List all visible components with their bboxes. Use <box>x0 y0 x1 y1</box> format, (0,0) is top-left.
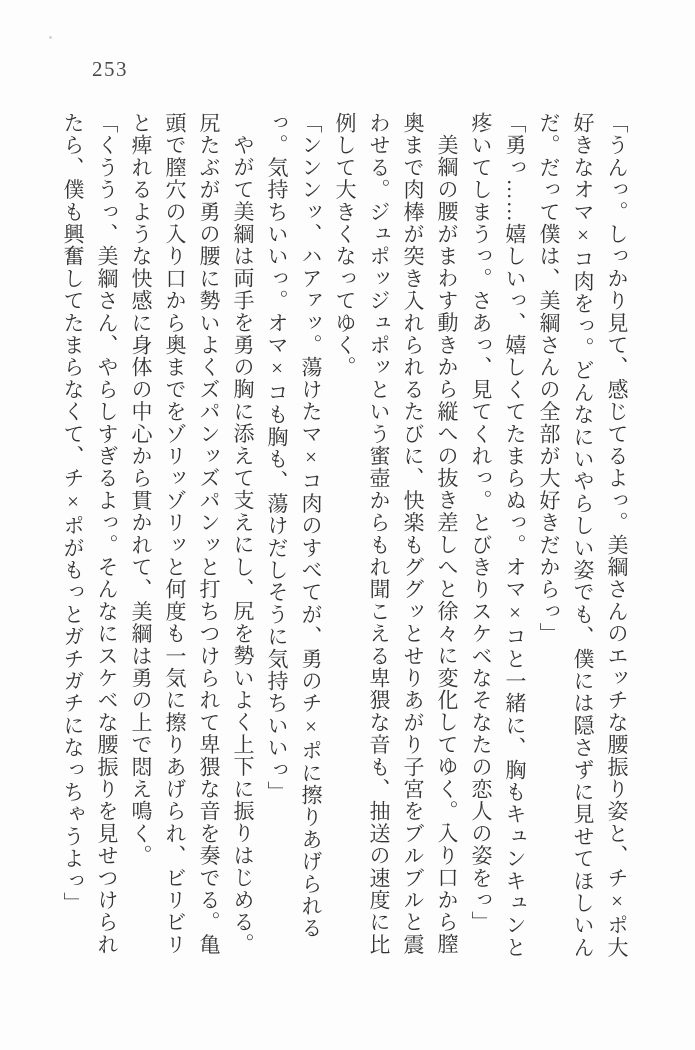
paragraph-narration: 美綱の腰がまわす動きから縦への抜き差しへと徐々に変化してゆく。入り口から膣奥まで肉棒が突き入れられるたびに、快楽もググッとせりあがり子宮をブルブルと震わせる。ジュポッジュポッという蜜壺からもれ聞こえる卑猥な音も、抽送の速度に比例して大きくなってゆく。 <box>333 112 459 956</box>
page-text-body <box>54 112 634 964</box>
paragraph-dialogue: 「ンンンッ、ハアァッ。蕩けたマ×コ肉のすべてが、勇のチ×ポに擦りあげられるっ。気持ちいいっ。オマ×コも胸も、蕩けだしそうに気持ちいいっ」 <box>265 112 323 940</box>
paragraph-dialogue: 「うんっ。しっかり見て、感じてるよっ。美綱さんのエッチな腰振り姿と、チ×ポ大好きなオマ×コ肉をっ。どんなにいやらしい姿でも、僕には隠さずに見せてほしいんだ。だって僕は、美綱さんの全部が大好きだからっ」 <box>537 112 629 959</box>
paragraph-narration: やがて美綱は両手を勇の胸に添えて支えにし、尻を勢いよく上下に振りはじめる。尻たぶが勇の腰に勢いよくズパンッズパンッと打ちつけられて卑猥な音を奏でる。亀頭で膣穴の入り口から奥までをゾリッゾリッと何度も一気に擦りあげられ、ビリビリと痺れるような快感に身体の中心から貫かれて、美綱は勇の上で悶え鳴く。 <box>129 112 255 956</box>
paragraph-dialogue: 「勇っ……嬉しいっ、嬉しくてたまらぬっ。オマ×コと一緒に、胸もキュンキュンと疼いてしまうっ。さあっ、見てくれっ。とびきりスケベなそなたの恋人の姿をっ」 <box>469 112 527 959</box>
page-number: 253 <box>92 57 128 81</box>
scan-speck-artifact <box>49 36 52 39</box>
paragraph-dialogue: 「くううっ、美綱さん、やらしすぎるよっ。そんなにスケベな腰振りを見せつけられたら、僕も興奮してたまらなくて、チ×ポがもっとガチガチになっちゃうよっ」 <box>61 112 119 956</box>
